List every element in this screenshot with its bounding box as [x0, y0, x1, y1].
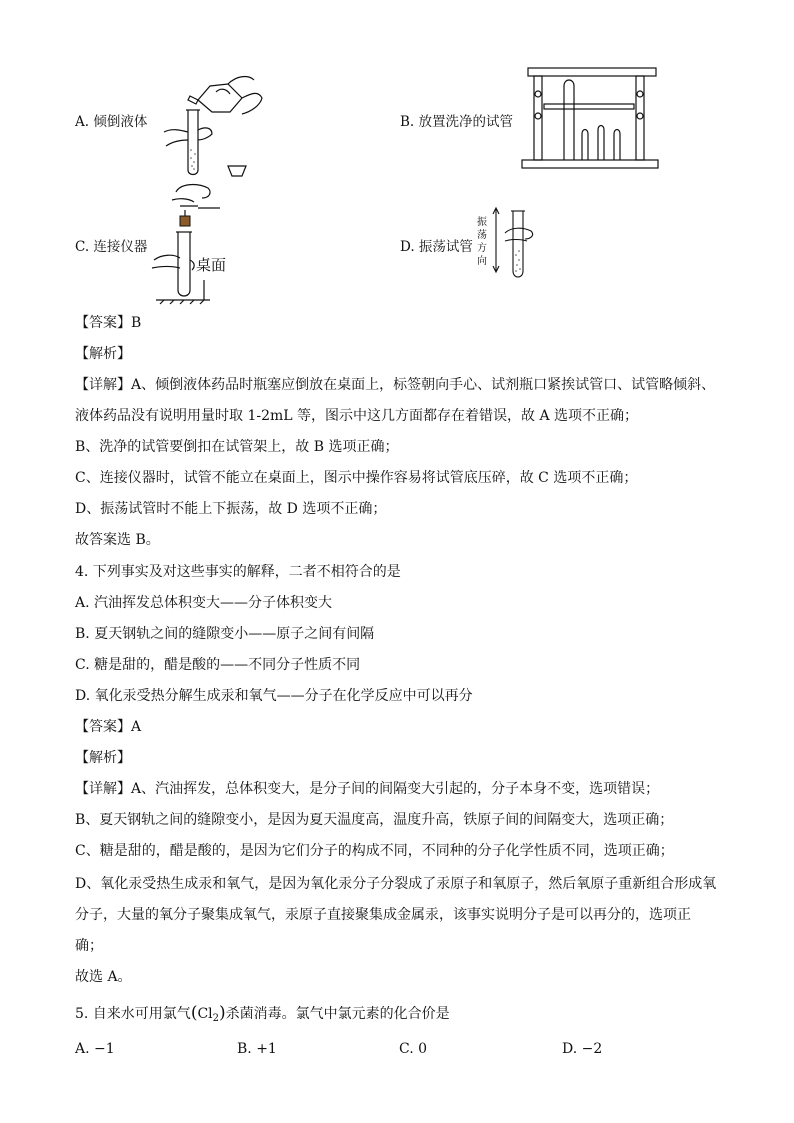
connecting-apparatus-figure — [150, 180, 250, 305]
q5-option-c: C. 0 — [399, 1041, 428, 1057]
shaking-test-tube-figure — [475, 205, 545, 280]
pouring-liquid-figure — [150, 70, 270, 180]
q3-explanation-line: C、连接仪器时，试管不能立在桌面上，图示中操作容易将试管底压碎，故 C 选项不正确； — [75, 470, 638, 486]
q4-explanation-line: 分子，大量的氧分子聚集成氧气，汞原子直接聚集成金属汞，该事实说明分子是可以再分的，选项正 — [75, 907, 691, 923]
q5-option-d: D. −2 — [562, 1041, 603, 1057]
q3-explanation-line: B、洗净的试管要倒扣在试管架上，故 B 选项正确； — [75, 439, 399, 455]
q4-option-c: C. 糖是甜的，醋是酸的——不同分子性质不同 — [75, 657, 361, 673]
q5-option-a: A. −1 — [75, 1041, 115, 1057]
shake-direction-char-4: 向 — [477, 256, 487, 267]
chlorine-formula: Cl — [197, 1006, 213, 1022]
q4-option-b: B. 夏天钢轨之间的缝隙变小——原子之间有间隔 — [75, 626, 375, 642]
formula-open-paren: ( — [190, 1003, 198, 1023]
q4-option-a: A. 汽油挥发总体积变大——分子体积变大 — [75, 595, 333, 611]
q4-explanation-line: 【详解】A、汽油挥发，总体积变大，是分子间的间隔变大引起的，分子本身不变，选项错误； — [75, 781, 660, 797]
shake-direction-char-1: 振 — [477, 217, 487, 228]
formula-close-paren: ) — [219, 1003, 226, 1023]
option-c-label: C. 连接仪器 — [75, 239, 148, 255]
q4-explanation-line: B、夏天钢轨之间的缝隙变小，是因为夏天温度高，温度升高，铁原子间的间隔变大，选项正确； — [75, 812, 674, 828]
q5-option-b: B. +1 — [237, 1041, 277, 1057]
q3-conclusion: 故答案选 B。 — [75, 532, 160, 548]
q4-explanation-line: 确； — [75, 938, 103, 954]
q3-explanation-line: 【详解】A、倾倒液体药品时瓶塞应倒放在桌面上，标签朝向手心、试剂瓶口紧挨试管口、试管略倾斜、 — [75, 377, 716, 393]
q4-explanation-line: D、氧化汞受热生成汞和氧气，是因为氧化汞分子分裂成了汞原子和氧原子，然后氧原子重新组合形成氧 — [75, 876, 717, 892]
option-b-label: B. 放置洗净的试管 — [400, 114, 514, 130]
shake-direction-char-2: 荡 — [477, 230, 487, 241]
q4-stem: 4. 下列事实及对这些事实的解释，二者不相符合的是 — [75, 564, 401, 580]
q4-explanation-line: C、糖是甜的，醋是酸的，是因为它们分子的构成不同，不同种的分子化学性质不同，选项正确； — [75, 843, 674, 859]
q3-answer: 【答案】B — [75, 315, 142, 331]
q5-stem — [75, 1003, 450, 1029]
q4-option-d: D. 氧化汞受热分解生成汞和氧气——分子在化学反应中可以再分 — [75, 688, 473, 704]
chlorine-formula-subscript: 2 — [212, 1013, 220, 1024]
q3-explanation-line: 液体药品没有说明用量时取 1-2mL 等，图示中这几方面都存在着错误，故 A 选项不正确； — [75, 408, 639, 424]
q4-answer: 【答案】A — [75, 719, 142, 735]
q4-analysis-heading: 【解析】 — [75, 750, 131, 766]
q5-stem-before: 5. 自来水可用氯气 — [75, 1006, 191, 1022]
table-label: 桌面 — [196, 256, 227, 274]
test-tube-rack-figure — [520, 64, 660, 174]
q4-conclusion: 故选 A。 — [75, 969, 132, 985]
option-d-label: D. 振荡试管 — [400, 239, 473, 255]
shake-direction-char-3: 方 — [477, 243, 487, 254]
option-a-label: A. 倾倒液体 — [75, 114, 148, 130]
q5-stem-after: 杀菌消毒。氯气中氯元素的化合价是 — [225, 1006, 450, 1022]
q3-analysis-heading: 【解析】 — [75, 346, 131, 362]
q3-explanation-line: D、振荡试管时不能上下振荡，故 D 选项不正确； — [75, 501, 387, 517]
